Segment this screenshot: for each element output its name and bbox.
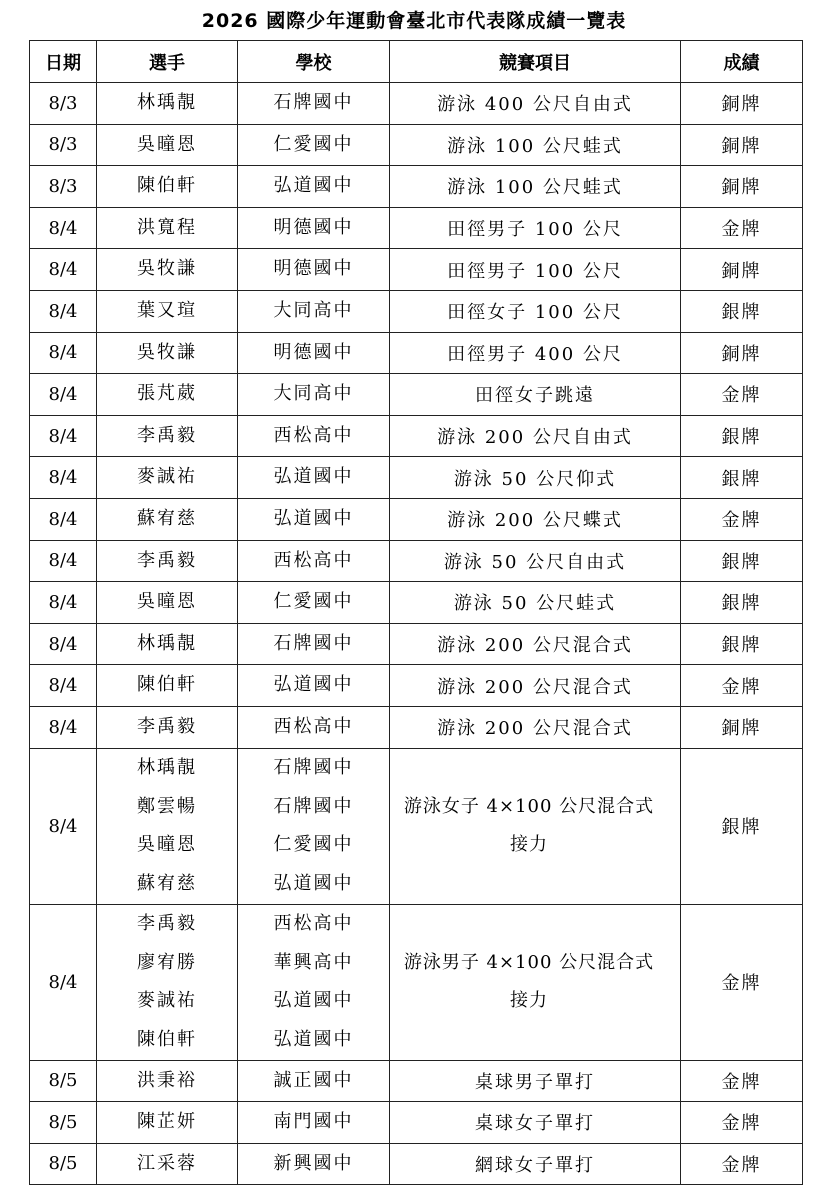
event-name: 游泳 400 公尺自由式 [437, 94, 633, 116]
result-cell: 銀牌 [681, 540, 803, 582]
school-cell [238, 1060, 390, 1102]
table-row [30, 249, 803, 291]
date-cell: 8/4 [30, 665, 97, 707]
event-cell [390, 124, 681, 166]
date-cell: 8/3 [30, 83, 97, 125]
event-cell [390, 457, 681, 499]
player-cell [97, 1060, 238, 1102]
school-cell [238, 748, 390, 904]
school-name: 明德國中 [273, 216, 354, 238]
table-row [30, 166, 803, 208]
result-cell: 金牌 [681, 207, 803, 249]
table-row [30, 1143, 803, 1185]
player-name: 陳伯軒 [137, 674, 197, 696]
date-cell: 8/4 [30, 706, 97, 748]
table-row [30, 904, 803, 1060]
player-cell [97, 1102, 238, 1144]
event-name: 桌球女子單打 [475, 1113, 595, 1135]
school-name: 西松高中 [273, 715, 354, 737]
player-cell [97, 665, 238, 707]
result-cell: 金牌 [681, 374, 803, 416]
table-row [30, 415, 803, 457]
table-row [30, 1102, 803, 1144]
date-cell: 8/4 [30, 207, 97, 249]
school-name: 弘道國中 [273, 175, 354, 197]
table-row [30, 124, 803, 166]
player-cell [97, 457, 238, 499]
school-name: 弘道國中 [273, 872, 354, 894]
result-cell: 金牌 [681, 665, 803, 707]
result-cell: 銅牌 [681, 166, 803, 208]
player-name: 吳曈恩 [137, 834, 197, 855]
player-cell [97, 623, 238, 665]
event-name: 游泳 100 公尺蛙式 [447, 177, 623, 199]
event-cell [390, 498, 681, 540]
player-cell [97, 249, 238, 291]
table-body [30, 83, 803, 1185]
player-cell [97, 207, 238, 249]
player-cell [97, 498, 238, 540]
player-cell [97, 706, 238, 748]
event-name: 游泳男子 4×100 公尺混合式接力 [403, 952, 655, 1011]
player-name: 廖宥勝 [137, 951, 197, 973]
school-name: 西松高中 [273, 913, 354, 934]
date-cell: 8/5 [30, 1143, 97, 1185]
event-cell [390, 623, 681, 665]
event-cell [390, 249, 681, 291]
table-row [30, 540, 803, 582]
table-row [30, 83, 803, 125]
event-name: 游泳 200 公尺混合式 [437, 718, 633, 740]
school-name: 弘道國中 [273, 674, 354, 696]
player-name: 陳伯軒 [137, 175, 197, 197]
result-cell: 銀牌 [681, 457, 803, 499]
event-cell [390, 374, 681, 416]
result-cell: 金牌 [681, 904, 803, 1060]
date-cell: 8/3 [30, 124, 97, 166]
event-name: 游泳 200 公尺自由式 [437, 427, 633, 449]
player-name: 林瑀靚 [137, 757, 197, 778]
event-name: 游泳 50 公尺自由式 [443, 551, 627, 573]
school-name: 石牌國中 [273, 92, 354, 114]
school-cell [238, 498, 390, 540]
player-cell [97, 290, 238, 332]
school-name: 西松高中 [273, 549, 354, 571]
player-cell [97, 904, 238, 1060]
event-name: 田徑男子 100 公尺 [447, 260, 623, 282]
school-cell [238, 83, 390, 125]
school-name: 西松高中 [273, 424, 354, 446]
event-cell [390, 582, 681, 624]
school-cell [238, 1102, 390, 1144]
event-name: 游泳 200 公尺混合式 [437, 635, 633, 657]
school-cell [238, 623, 390, 665]
school-name: 華興高中 [273, 951, 354, 973]
result-cell: 銅牌 [681, 332, 803, 374]
event-cell [390, 1060, 681, 1102]
result-cell: 銀牌 [681, 582, 803, 624]
event-cell [390, 1102, 681, 1144]
results-table [29, 40, 803, 1185]
table-row [30, 290, 803, 332]
event-name: 桌球男子單打 [475, 1071, 595, 1093]
event-cell [390, 207, 681, 249]
player-name: 林瑀靚 [137, 92, 197, 114]
player-name: 蘇宥慈 [137, 507, 197, 529]
event-cell [390, 332, 681, 374]
player-name: 江采蓉 [137, 1152, 197, 1174]
result-cell: 銀牌 [681, 623, 803, 665]
event-name: 田徑女子 100 公尺 [447, 302, 623, 324]
school-name: 明德國中 [273, 258, 354, 280]
player-name: 吳曈恩 [137, 133, 197, 155]
date-cell: 8/4 [30, 904, 97, 1060]
date-cell: 8/4 [30, 623, 97, 665]
school-name: 大同高中 [273, 383, 354, 405]
school-name: 弘道國中 [273, 466, 354, 488]
player-cell [97, 374, 238, 416]
table-row [30, 748, 803, 904]
school-name: 弘道國中 [273, 990, 354, 1011]
table-row [30, 582, 803, 624]
date-cell: 8/4 [30, 415, 97, 457]
table-row [30, 498, 803, 540]
date-cell: 8/3 [30, 166, 97, 208]
event-name: 田徑男子 100 公尺 [447, 219, 623, 241]
school-cell [238, 290, 390, 332]
player-name: 麥誠祐 [137, 990, 197, 1011]
event-cell [390, 1143, 681, 1185]
player-name: 洪寬程 [137, 216, 197, 238]
school-name: 仁愛國中 [273, 834, 354, 855]
date-cell: 8/4 [30, 290, 97, 332]
table-row [30, 332, 803, 374]
result-cell: 金牌 [681, 1060, 803, 1102]
school-cell [238, 582, 390, 624]
header-date: 日期 [30, 41, 97, 83]
player-name: 李禹毅 [137, 715, 197, 737]
school-cell [238, 1143, 390, 1185]
page-title: 2026 國際少年運動會臺北市代表隊成績一覽表 [201, 10, 627, 32]
school-name: 石牌國中 [273, 757, 354, 778]
date-cell: 8/4 [30, 374, 97, 416]
result-cell: 金牌 [681, 1102, 803, 1144]
table-row [30, 623, 803, 665]
event-cell [390, 540, 681, 582]
school-name: 仁愛國中 [273, 133, 354, 155]
player-cell [97, 332, 238, 374]
event-name: 游泳 50 公尺蛙式 [453, 593, 617, 615]
event-name: 游泳女子 4×100 公尺混合式接力 [403, 796, 655, 855]
school-name: 石牌國中 [273, 795, 354, 817]
school-cell [238, 249, 390, 291]
table-row [30, 665, 803, 707]
player-name: 洪秉裕 [137, 1069, 197, 1091]
school-name: 石牌國中 [273, 632, 354, 654]
date-cell: 8/4 [30, 498, 97, 540]
event-cell [390, 415, 681, 457]
event-cell [390, 290, 681, 332]
event-cell [390, 166, 681, 208]
result-cell: 金牌 [681, 1143, 803, 1185]
event-name: 游泳 200 公尺混合式 [437, 676, 633, 698]
school-name: 大同高中 [273, 300, 354, 322]
date-cell: 8/4 [30, 748, 97, 904]
player-cell [97, 415, 238, 457]
school-name: 新興國中 [273, 1152, 354, 1174]
school-cell [238, 457, 390, 499]
table-row [30, 457, 803, 499]
player-cell [97, 1143, 238, 1185]
result-cell: 銀牌 [681, 748, 803, 904]
school-name: 明德國中 [273, 341, 354, 363]
player-cell [97, 83, 238, 125]
school-cell [238, 415, 390, 457]
result-cell: 銀牌 [681, 415, 803, 457]
player-name: 鄭雲暢 [137, 795, 197, 817]
result-cell: 銅牌 [681, 706, 803, 748]
school-cell [238, 374, 390, 416]
event-cell [390, 904, 681, 1060]
date-cell: 8/5 [30, 1060, 97, 1102]
event-name: 游泳 100 公尺蛙式 [447, 135, 623, 157]
player-cell [97, 166, 238, 208]
school-cell [238, 665, 390, 707]
event-name: 田徑女子跳遠 [475, 385, 595, 407]
player-name: 麥誠祐 [137, 466, 197, 488]
table-row [30, 207, 803, 249]
school-cell [238, 332, 390, 374]
school-cell [238, 706, 390, 748]
player-name: 李禹毅 [137, 549, 197, 571]
player-name: 蘇宥慈 [137, 872, 197, 894]
table-header-row [30, 41, 803, 83]
table-row [30, 706, 803, 748]
player-cell [97, 582, 238, 624]
event-name: 網球女子單打 [475, 1154, 595, 1176]
event-name: 游泳 50 公尺仰式 [453, 468, 617, 490]
result-cell: 銅牌 [681, 249, 803, 291]
school-name: 誠正國中 [273, 1069, 354, 1091]
player-name: 吳牧謙 [137, 258, 197, 280]
header-school: 學校 [238, 41, 390, 83]
date-cell: 8/4 [30, 249, 97, 291]
school-name: 弘道國中 [273, 507, 354, 529]
player-name: 林瑀靚 [137, 632, 197, 654]
school-name: 南門國中 [273, 1111, 354, 1133]
player-name: 張芃葳 [137, 383, 197, 405]
player-cell [97, 124, 238, 166]
player-name: 陳芷妍 [137, 1111, 197, 1133]
school-cell [238, 207, 390, 249]
school-name: 仁愛國中 [273, 591, 354, 613]
event-cell [390, 83, 681, 125]
player-name: 吳牧謙 [137, 341, 197, 363]
player-name: 葉又瑄 [137, 300, 197, 322]
school-cell [238, 540, 390, 582]
event-cell [390, 665, 681, 707]
event-name: 田徑男子 400 公尺 [447, 343, 623, 365]
player-name: 陳伯軒 [137, 1028, 197, 1050]
school-cell [238, 124, 390, 166]
player-cell [97, 748, 238, 904]
player-name: 李禹毅 [137, 424, 197, 446]
table-row [30, 1060, 803, 1102]
result-cell: 銅牌 [681, 83, 803, 125]
school-cell [238, 166, 390, 208]
player-name: 吳曈恩 [137, 591, 197, 613]
result-cell: 銀牌 [681, 290, 803, 332]
event-cell [390, 748, 681, 904]
date-cell: 8/4 [30, 457, 97, 499]
date-cell: 8/4 [30, 332, 97, 374]
result-cell: 銅牌 [681, 124, 803, 166]
event-cell [390, 706, 681, 748]
player-cell [97, 540, 238, 582]
header-event: 競賽項目 [390, 41, 681, 83]
date-cell: 8/5 [30, 1102, 97, 1144]
date-cell: 8/4 [30, 582, 97, 624]
player-name: 李禹毅 [137, 913, 197, 934]
result-cell: 金牌 [681, 498, 803, 540]
date-cell: 8/4 [30, 540, 97, 582]
school-cell [238, 904, 390, 1060]
event-name: 游泳 200 公尺蝶式 [447, 510, 623, 532]
school-name: 弘道國中 [273, 1028, 354, 1050]
header-result: 成績 [681, 41, 803, 83]
table-row [30, 374, 803, 416]
header-player: 選手 [97, 41, 238, 83]
